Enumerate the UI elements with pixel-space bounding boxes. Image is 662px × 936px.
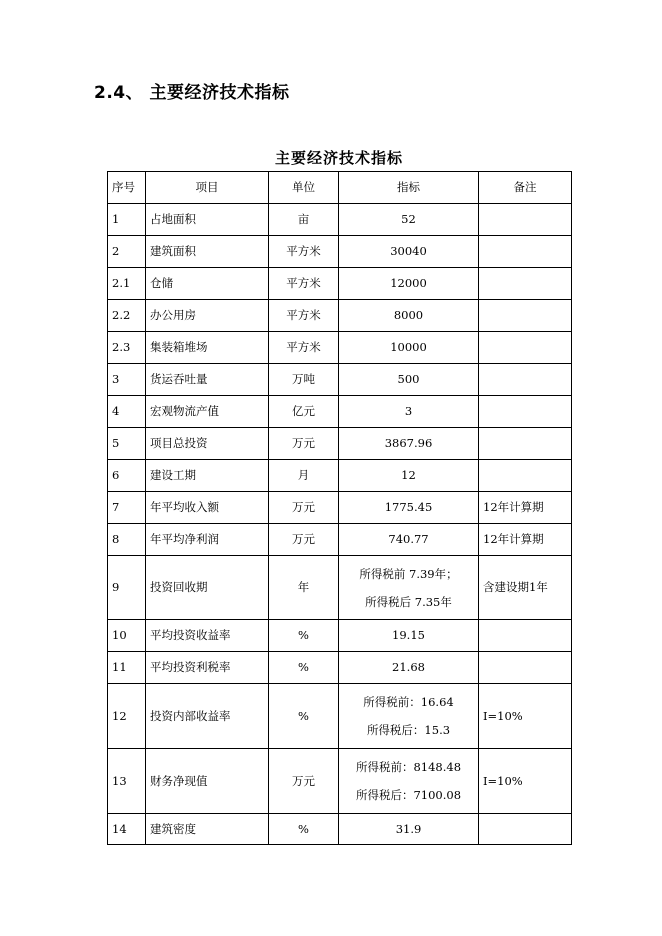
- row-item: 仓储: [146, 268, 269, 300]
- table-row: [108, 652, 572, 684]
- row-value: 3867.96: [339, 428, 479, 460]
- row-no: 5: [108, 428, 146, 460]
- row-no: 7: [108, 492, 146, 524]
- row-value: 8000: [339, 300, 479, 332]
- table-row: [108, 204, 572, 236]
- row-value: 500: [339, 364, 479, 396]
- row-note: [479, 332, 572, 364]
- row-unit: 月: [269, 460, 339, 492]
- row-no: 8: [108, 524, 146, 556]
- value-line-aftertax: 所得税后：7100.08: [355, 788, 462, 802]
- row-no: 10: [108, 620, 146, 652]
- row-no: 4: [108, 396, 146, 428]
- row-no: 2: [108, 236, 146, 268]
- row-value: 21.68: [339, 652, 479, 684]
- row-note: [479, 268, 572, 300]
- table-row: [108, 684, 572, 749]
- row-unit: %: [269, 620, 339, 652]
- row-note: [479, 620, 572, 652]
- value-line-pretax: 所得税前：8148.48: [355, 760, 462, 774]
- table-row: [108, 814, 572, 845]
- row-unit: %: [269, 814, 339, 845]
- table-row: [108, 268, 572, 300]
- row-unit: 万元: [269, 749, 339, 814]
- table-row: [108, 364, 572, 396]
- header-item: 项目: [146, 172, 269, 204]
- row-note: [479, 428, 572, 460]
- row-unit: %: [269, 684, 339, 749]
- table-row: [108, 460, 572, 492]
- row-note: [479, 204, 572, 236]
- row-item: 货运吞吐量: [146, 364, 269, 396]
- table-row: [108, 396, 572, 428]
- row-item: 年平均收入额: [146, 492, 269, 524]
- row-item: 占地面积: [146, 204, 269, 236]
- row-note: [479, 236, 572, 268]
- row-unit: 亿元: [269, 396, 339, 428]
- header-note: 备注: [479, 172, 572, 204]
- row-no: 12: [108, 684, 146, 749]
- table-row: [108, 749, 572, 814]
- row-item: 集装箱堆场: [146, 332, 269, 364]
- row-no: 3: [108, 364, 146, 396]
- row-unit: 年: [269, 556, 339, 620]
- table-row: [108, 428, 572, 460]
- row-note: [479, 460, 572, 492]
- row-item: 建筑面积: [146, 236, 269, 268]
- row-value: [339, 684, 479, 749]
- row-no: 11: [108, 652, 146, 684]
- row-item: 投资回收期: [146, 556, 269, 620]
- indicators-table: [107, 171, 572, 845]
- value-line-aftertax: 所得税后：15.3: [366, 723, 451, 737]
- value-line-aftertax: 所得税后 7.35年: [365, 594, 452, 609]
- row-note: 含建设期1年: [479, 556, 572, 620]
- row-value: 19.15: [339, 620, 479, 652]
- table-row: [108, 332, 572, 364]
- row-unit: 万元: [269, 492, 339, 524]
- table-row: [108, 620, 572, 652]
- row-no: 14: [108, 814, 146, 845]
- row-note: [479, 814, 572, 845]
- table-row: [108, 524, 572, 556]
- value-line-pretax: 所得税前：16.64: [363, 695, 454, 709]
- row-value: 740.77: [339, 524, 479, 556]
- row-no: 2.1: [108, 268, 146, 300]
- header-no: 序号: [108, 172, 146, 204]
- row-note: I=10%: [479, 684, 572, 749]
- row-value: 30040: [339, 236, 479, 268]
- row-unit: 平方米: [269, 236, 339, 268]
- row-item: 建筑密度: [146, 814, 269, 845]
- row-unit: 万元: [269, 428, 339, 460]
- row-item: 办公用房: [146, 300, 269, 332]
- row-item: 财务净现值: [146, 749, 269, 814]
- row-value: 12000: [339, 268, 479, 300]
- table-row: [108, 236, 572, 268]
- row-no: 13: [108, 749, 146, 814]
- row-value: [339, 556, 479, 620]
- table-row: [108, 492, 572, 524]
- row-note: [479, 396, 572, 428]
- row-value: 52: [339, 204, 479, 236]
- row-value: [339, 749, 479, 814]
- row-unit: 亩: [269, 204, 339, 236]
- row-no: 2.2: [108, 300, 146, 332]
- row-note: 12年计算期: [479, 492, 572, 524]
- row-unit: 平方米: [269, 332, 339, 364]
- value-line-pretax: 所得税前 7.39年；: [359, 566, 458, 581]
- row-note: [479, 300, 572, 332]
- header-unit: 单位: [269, 172, 339, 204]
- row-note: 12年计算期: [479, 524, 572, 556]
- row-no: 2.3: [108, 332, 146, 364]
- row-item: 投资内部收益率: [146, 684, 269, 749]
- row-unit: 万元: [269, 524, 339, 556]
- section-heading: 2.4、 主要经济技术指标: [94, 83, 290, 103]
- row-value: 3: [339, 396, 479, 428]
- row-item: 年平均净利润: [146, 524, 269, 556]
- row-no: 1: [108, 204, 146, 236]
- row-item: 建设工期: [146, 460, 269, 492]
- table-row: [108, 556, 572, 620]
- row-item: 平均投资利税率: [146, 652, 269, 684]
- row-note: I=10%: [479, 749, 572, 814]
- row-unit: 平方米: [269, 300, 339, 332]
- row-value: 12: [339, 460, 479, 492]
- row-item: 宏观物流产值: [146, 396, 269, 428]
- table-row: [108, 300, 572, 332]
- header-value: 指标: [339, 172, 479, 204]
- row-item: 项目总投资: [146, 428, 269, 460]
- row-value: 31.9: [339, 814, 479, 845]
- row-value: 1775.45: [339, 492, 479, 524]
- table-title: 主要经济技术指标: [274, 149, 403, 167]
- row-note: [479, 364, 572, 396]
- table-header-row: [108, 172, 572, 204]
- row-unit: 万吨: [269, 364, 339, 396]
- row-unit: 平方米: [269, 268, 339, 300]
- row-value: 10000: [339, 332, 479, 364]
- row-note: [479, 652, 572, 684]
- row-no: 9: [108, 556, 146, 620]
- row-item: 平均投资收益率: [146, 620, 269, 652]
- row-unit: %: [269, 652, 339, 684]
- row-no: 6: [108, 460, 146, 492]
